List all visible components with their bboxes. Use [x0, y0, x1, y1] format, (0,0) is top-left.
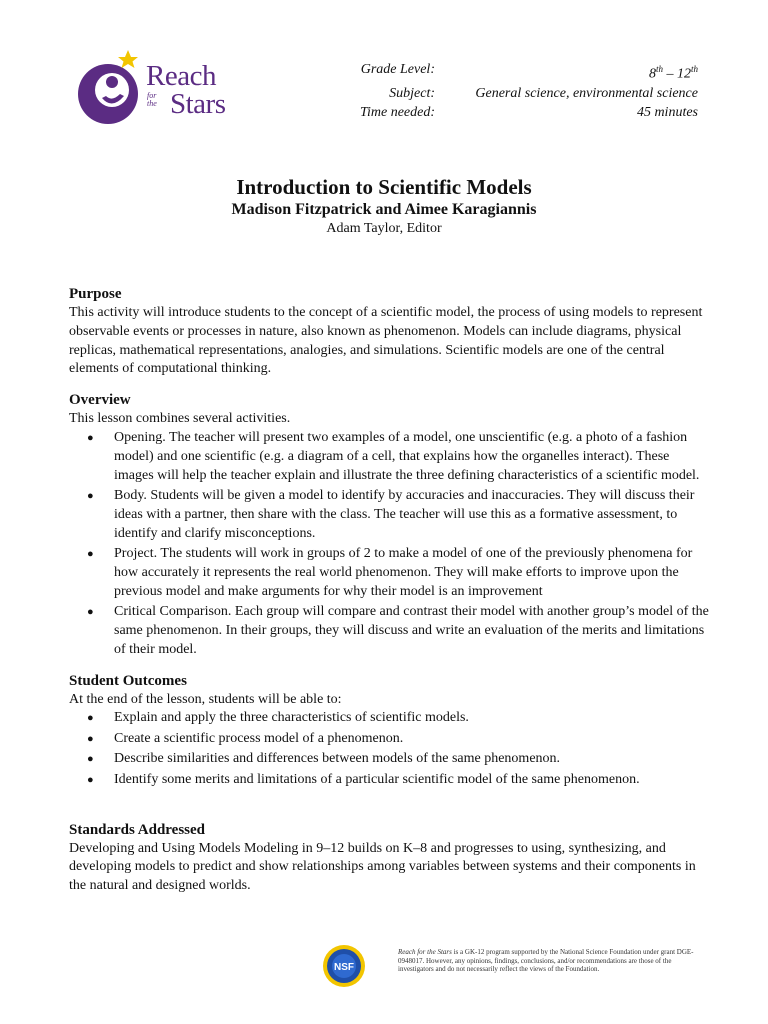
document-authors: Madison Fitzpatrick and Aimee Karagiannis [231, 201, 537, 218]
time-needed-row [340, 103, 698, 122]
logo-wordmark [146, 62, 226, 118]
logo-line-1: Reach [146, 60, 216, 92]
subject-row [340, 84, 698, 103]
list-item: ● Critical Comparison. Each group will compare and contrast their model with another group’s model of the same phenomenon. In their groups, they will discuss and write an evaluation of the merits and limitations of their model. [114, 603, 709, 659]
title-block [0, 174, 768, 238]
list-item: ● Create a scientific process model of a phenomenon. [114, 730, 709, 749]
reach-for-the-stars-logo [74, 46, 234, 132]
list-item: ● Identify some merits and limitations of a particular scientific model of the same phenomenon. [114, 771, 709, 790]
list-item: ● Describe similarities and differences between models of the same phenomenon. [114, 750, 709, 769]
time-needed-label: Time needed: [359, 104, 435, 120]
overview-section [69, 390, 709, 659]
grade-level-value: 8th – 12th [648, 64, 698, 82]
standards-text: Developing and Using Models Modeling in 9–12 builds on K–8 and progresses to using, synthesizing, and developing models to predict and show relationships among variables between systems and their components in the natural and designed worlds. [69, 840, 696, 894]
subject-label: Subject: [389, 85, 435, 101]
outcomes-list [69, 709, 709, 789]
subject-value: General science, environmental science [475, 85, 698, 101]
outcomes-heading: Student Outcomes [69, 672, 187, 689]
purpose-text: This activity will introduce students to the concept of a scientific model, the process of using models to represent observable events or processes in nature, also known as phenomenon. Models can include diagrams, physical replicas, mathematical representations, analogies, and simulations. Scientific models are one of the central elements of computational thinking. [69, 305, 703, 377]
document-body [69, 284, 709, 896]
standards-section [69, 820, 709, 896]
funding-disclaimer: Reach for the Stars is a GK-12 program supported by the National Science Foundation under grant DGE-0948017. However, any opinions, findings, conclusions, and/or recommendations are those of the investigators and do not necessarily reflect the views of the Foundation. [398, 948, 694, 973]
grade-level-label: Grade Level: [360, 62, 435, 77]
list-item: ● Opening. The teacher will present two examples of a model, one unscientific (e.g. a photo of a fashion model) and one scientific (e.g. a diagram of a cell, that explains how the organelles interact). These images will help the teacher explain and illustrate the three defining characteristics of a scientific model. [114, 429, 709, 485]
outcomes-section [69, 671, 709, 790]
outcomes-intro: At the end of the lesson, students will be able to: [69, 691, 342, 707]
svg-text:NSF: NSF [334, 962, 354, 973]
overview-intro: This lesson combines several activities. [69, 411, 291, 427]
list-item: ● Explain and apply the three characteristics of scientific models. [114, 709, 709, 728]
nsf-logo [322, 944, 366, 988]
overview-heading: Overview [69, 392, 131, 409]
star-icon [118, 50, 138, 68]
purpose-section [69, 284, 709, 379]
logo-small-text: for the [147, 91, 157, 108]
list-item: ● Project. The students will work in groups of 2 to make a model of one of the previously phenomena for how accurately it represents the real world phenomenon. They will make efforts to improve upon the previous model and make arguments for why their model is an improvement [114, 545, 709, 601]
list-item: ● Body. Students will be given a model to identify by accuracies and inaccuracies. They will discuss their ideas with a partner, then share with the class. The teacher will use this as a formative assessment, to identify and clarify misconceptions. [114, 487, 709, 543]
time-needed-value: 45 minutes [636, 104, 698, 120]
nsf-seal-icon [322, 944, 366, 988]
lesson-meta [340, 60, 698, 122]
grade-level-row [340, 60, 698, 84]
logo-line-2: Stars [170, 88, 226, 120]
document-editor: Adam Taylor, Editor [326, 221, 442, 236]
document-title: Introduction to Scientific Models [236, 175, 532, 199]
standards-heading: Standards Addressed [69, 821, 206, 838]
overview-list [69, 429, 709, 660]
footer [322, 944, 712, 988]
purpose-heading: Purpose [69, 286, 122, 302]
